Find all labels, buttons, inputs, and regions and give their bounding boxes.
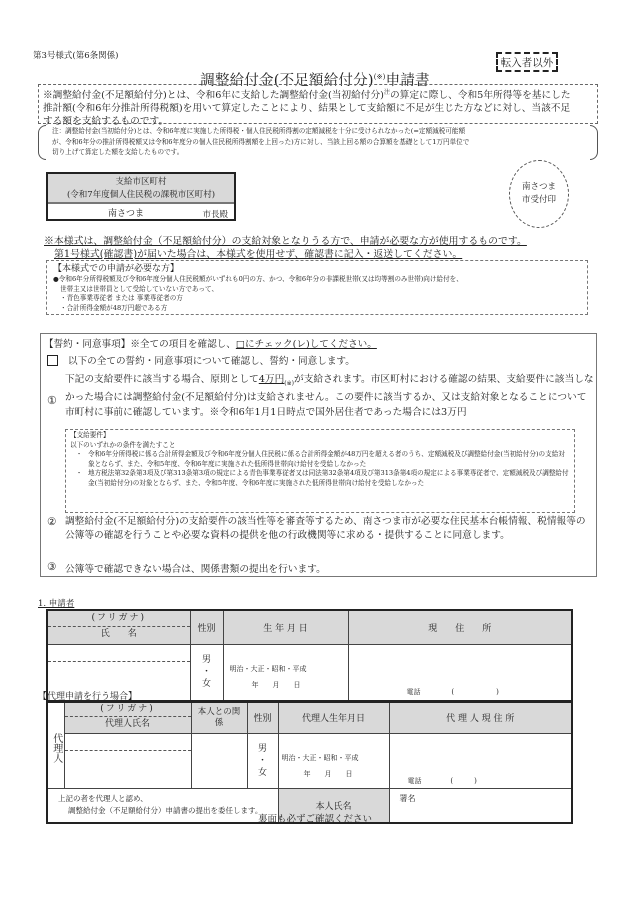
- phone-parens[interactable]: ( ): [451, 688, 499, 696]
- proxy-birth-cell[interactable]: [278, 733, 389, 788]
- item-1-amount: 4万円: [258, 374, 285, 385]
- applicant-header-row: [47, 610, 572, 644]
- requirement-text: 地方税法第32条第3項及び第313条第3項の規定による青色事業専従者又は同法第32条第4項及び第313条第4項の規定による事業専従者で、定額減税及び調整給付金(当初給付分)の対象とならず、また、令和5年度、令和6年度に実施された低所得世帯向け給付を受給しなかった: [88, 469, 569, 487]
- item-1-number: ①: [47, 394, 57, 407]
- note-line-3: 切り上げて算定した額を支給したものです。: [52, 148, 184, 156]
- name-header-label: 氏 名: [100, 629, 137, 640]
- item-3-number: ③: [47, 561, 57, 573]
- explanation-box: [38, 84, 598, 128]
- item-1-amount-note: (※): [284, 379, 295, 387]
- proxy-era-options[interactable]: 明治・大正・昭和・平成: [281, 753, 359, 762]
- need-line-4: ・合計所得金額が48万円超である方: [60, 303, 168, 312]
- proxy-gender-male[interactable]: 男: [257, 743, 267, 754]
- badge-label: 転入者以外: [500, 56, 554, 69]
- proxy-section-label: 【代理申請を行う場合】: [38, 692, 138, 702]
- requirement-item: [70, 450, 570, 469]
- proxy-gender-cell[interactable]: [247, 733, 278, 788]
- pledge-heading-instruction: □にチェック(レ)してください。: [235, 339, 377, 350]
- proxy-side-label-text: 代理人: [50, 733, 62, 764]
- gender-separator: ・: [201, 667, 211, 678]
- proxy-gender-female[interactable]: 女: [257, 767, 267, 778]
- proxy-gender-header: 性別: [247, 702, 278, 733]
- proxy-birth-header: 代理人生年月日: [278, 702, 389, 733]
- municipality-box: [46, 172, 236, 221]
- stamp-line-1: 南さつま: [521, 182, 556, 192]
- explain-line-1-text: ※調整給付金(不足額給付分)とは、令和6年に支給した調整給付金(当初給付分): [43, 90, 384, 102]
- proxy-name-header: [64, 702, 191, 733]
- explain-line-1-rest: の算定に際し、令和5年所得等を基にした: [389, 90, 571, 102]
- proxy-table: [46, 701, 573, 824]
- item-3: [47, 561, 326, 575]
- title-main: 調整給付金(不足額給付分): [200, 73, 374, 89]
- requirements-intro: 以下のいずれかの条件を満たすこと: [70, 440, 176, 449]
- gender-female[interactable]: 女: [201, 679, 211, 690]
- proxy-furigana-header: (フリガナ): [65, 703, 191, 717]
- need-title: 【本様式での申請が必要な方】: [53, 264, 180, 274]
- item-1-post: が支給されます。市区町村における確認の結果、支給要件に該当しなかった場合には調整給付金(不足額給付分)は支給されません。この要件に該当するか、又は支給対象となることについて市町村に事前に確認しています。※令和6年1月1日時点で国外居住者であった場合には3万円: [65, 374, 594, 418]
- applicant-furigana-field[interactable]: [48, 645, 190, 662]
- item-2-number: ②: [47, 516, 57, 528]
- item-3-text: 公簿等で確認できない場合は、関係書類の提出を行います。: [65, 564, 326, 575]
- right-paren-decoration: [590, 125, 598, 160]
- stamp-line-2: 市受付印: [521, 195, 556, 205]
- proxy-name-field[interactable]: [65, 751, 191, 787]
- proxy-phone-parens[interactable]: ( ): [450, 776, 477, 785]
- relation-header: 本人との関係: [191, 702, 247, 733]
- name-header: [47, 610, 190, 644]
- furigana-header: (フリガナ): [48, 611, 190, 627]
- birth-ymd: 年 月 日: [251, 681, 301, 690]
- bullet: ・: [75, 469, 83, 478]
- relation-field[interactable]: [191, 733, 247, 788]
- gender-header: 性別: [190, 610, 223, 644]
- title-suffix: 申請書: [385, 73, 430, 89]
- applicant-address-cell[interactable]: [348, 644, 572, 701]
- municipality-suffix: 市長殿: [202, 210, 228, 220]
- proxy-furigana-field[interactable]: [65, 734, 191, 751]
- municipality-header: [48, 174, 234, 204]
- era-options[interactable]: 明治・大正・昭和・平成: [229, 665, 307, 674]
- municipality-head-1: 支給市区町村: [115, 177, 167, 187]
- birth-header: 生 年 月 日: [223, 610, 348, 644]
- proxy-name-header-label: 代理人氏名: [104, 719, 150, 730]
- back-page-note: 裏面も必ずご確認ください: [257, 814, 372, 825]
- bullet: ・: [75, 450, 83, 459]
- principal-name-label: 本人氏名: [278, 788, 389, 823]
- reception-stamp-area: [509, 160, 569, 228]
- item-2-text: 調整給付金(不足額給付分)の支給要件の該当性等を審査等するため、南さつま市が必要な住民基本台帳情報、税情報等の公簿等の確認を行うことや必要な資料の提供を他の行政機関等に求める・提供することに同意します。: [65, 516, 586, 542]
- need-line-1: ●令和6年分所得税額及び令和6年度分個人住民税額がいずれも0円の方、かつ、令和6年分の非課税世帯(又は均等割のみ世帯)向け給付を、: [53, 275, 463, 283]
- title-note-mark: (※): [373, 73, 386, 81]
- eligible-applicants-box: [46, 260, 588, 315]
- agree-row[interactable]: [47, 353, 355, 367]
- left-paren-decoration: [38, 125, 46, 160]
- explain-line-1: [43, 86, 593, 102]
- requirement-text: 令和6年分所得税に係る合計所得金額及び令和6年度分個人住民税に係る合計所得金額が48万円を超える者のうち、定額減税及び調整給付金(当初給付分)の支給対象とならず、また、令和5年度、令和6年度に実施された低所得世帯向け給付を受給しなかった: [88, 450, 565, 468]
- item-1-pre: 下記の支給要件に該当する場合、原則として: [65, 374, 259, 385]
- municipality-name: 南さつま: [108, 209, 145, 219]
- item-1-text: [65, 373, 595, 420]
- proxy-input-row: [47, 733, 572, 788]
- signature-label: 署名: [399, 793, 416, 803]
- explain-note-mark: 注: [383, 89, 390, 96]
- phone-label: 電話: [406, 688, 421, 696]
- applicant-gender-cell[interactable]: [190, 644, 223, 701]
- requirements-box: [65, 429, 575, 513]
- pledge-heading: [44, 336, 377, 350]
- notice-line-2: 第1号様式(確認書)が届いた場合は、本様式を使用せず、確認書に記入・返送してください。: [54, 249, 463, 260]
- proxy-address-cell[interactable]: [389, 733, 572, 788]
- gender-male[interactable]: 男: [201, 655, 211, 666]
- need-line-3: ・青色事業専従者 または 事業専従者の方: [60, 294, 183, 302]
- proxy-header-row: [47, 702, 572, 733]
- pledge-heading-text: 【誓約・同意事項】※全ての項目を確認し、: [44, 339, 236, 350]
- municipality-field[interactable]: [48, 204, 234, 221]
- address-header: 現 住 所: [348, 610, 572, 644]
- form-number: 第3号様式(第6条関係): [33, 51, 119, 61]
- agree-checkbox[interactable]: [47, 355, 58, 366]
- notice-line-1: ※本様式は、調整給付金（不足額給付分）の支給対象となりうる方で、申請が必要な方が使用するものです。: [44, 236, 527, 247]
- proxy-name-cell[interactable]: [64, 733, 191, 788]
- note-line-1: 注：調整給付金(当初給付分)とは、令和6年度に実施した所得税・個人住民税所得割の定額減税を十分に受けられなかった(=定額減税可能額: [52, 127, 466, 135]
- delegation-line-2: 調整給付金（不足額給付分）申請書の提出を委任します。: [68, 806, 263, 816]
- proxy-gender-separator: ・: [257, 755, 267, 766]
- proxy-address-header: 代 理 人 現 住 所: [389, 702, 572, 733]
- note-line-2: が、令和6年分の推計所得税額又は令和6年度分の個人住民税所得割額を上回った)方に対し、当該上回る額の合算額を基礎として1万円単位で: [52, 137, 470, 146]
- municipality-head-2: (令和7年度個人住民税の課税市区町村): [66, 190, 216, 200]
- explain-line-2: 推計額(令和6年分推計所得税額)を用いて算定したことにより、結果として支給額に不足が生じた方などに対し、当該不足: [43, 103, 571, 115]
- requirement-item: [70, 469, 570, 488]
- note-box: [38, 125, 598, 160]
- proxy-side-label: [47, 702, 64, 788]
- proxy-phone-label: 電話: [407, 776, 422, 785]
- pledge-section: [40, 333, 597, 577]
- explain-line-3: する額を支給するものです。: [43, 116, 169, 128]
- agree-label: 以下の全ての誓約・同意事項について確認し、誓約・同意します。: [68, 356, 355, 367]
- proxy-birth-ymd: 年 月 日: [303, 769, 353, 778]
- applicant-section-label: 1. 申請者: [38, 599, 75, 609]
- delegation-line-1: 上記の者を代理人と認め、: [58, 794, 148, 804]
- need-line-2: 世帯主又は世帯員として受給していない方であって、: [60, 284, 219, 293]
- requirements-title: 【支給要件】: [70, 431, 110, 439]
- item-2: [47, 515, 592, 544]
- applicant-birth-cell[interactable]: [223, 644, 348, 701]
